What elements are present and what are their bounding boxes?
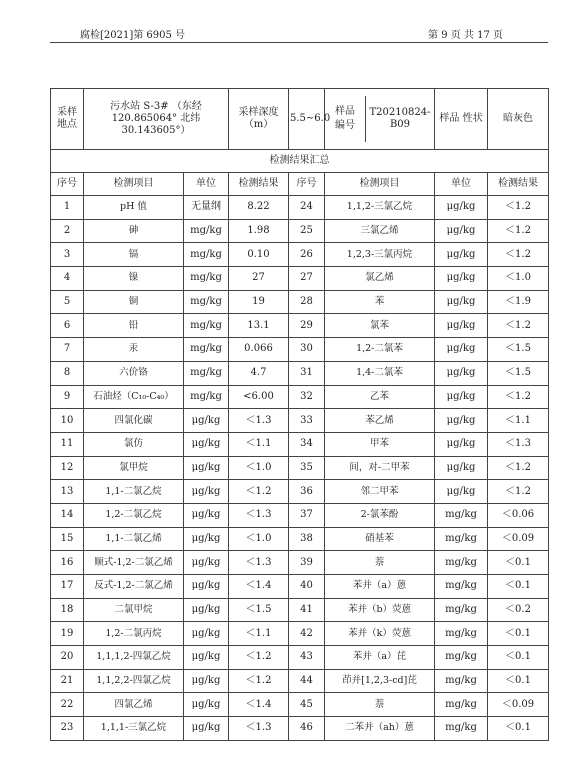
cell-no: 27 (289, 267, 325, 291)
cell-no: 7 (51, 338, 84, 362)
cell-unit: μg/kg (435, 432, 488, 456)
cell-result: ＜1.2 (488, 480, 549, 504)
cell-unit: μg/kg (184, 551, 229, 575)
col-result-2: 检测结果 (488, 173, 549, 196)
cell-result: ＜1.0 (229, 456, 289, 480)
cell-item: 1,1,2-三氯乙烷 (325, 196, 435, 220)
table-row (51, 267, 549, 291)
cell-no: 32 (289, 385, 325, 409)
table-row (51, 598, 549, 622)
table-row (51, 338, 549, 362)
cell-result: ＜1.4 (229, 693, 289, 717)
cell-unit: μg/kg (435, 480, 488, 504)
col-no: 序号 (51, 173, 84, 196)
table-row (51, 314, 549, 338)
cell-unit: mg/kg (184, 267, 229, 291)
cell-no: 46 (289, 717, 325, 741)
cell-no: 45 (289, 693, 325, 717)
cell-unit: μg/kg (435, 361, 488, 385)
cell-no: 3 (51, 243, 84, 267)
table-row (51, 456, 549, 480)
cell-no: 40 (289, 575, 325, 599)
page-indicator: 第 9 页 共 17 页 (428, 30, 503, 41)
cell-unit: μg/kg (435, 267, 488, 291)
cell-result: ＜1.2 (488, 314, 549, 338)
cell-item: 反式-1,2-二氯乙烯 (84, 575, 184, 599)
cell-no: 37 (289, 503, 325, 527)
cell-item: 铅 (84, 314, 184, 338)
cell-no: 34 (289, 432, 325, 456)
cell-item: 硝基苯 (325, 527, 435, 551)
table-row (51, 693, 549, 717)
cell-no: 44 (289, 669, 325, 693)
location-value: 污水站 S-3# （东经 120.865064° 北纬 30.143605°） (84, 89, 229, 150)
column-header-row (51, 173, 549, 196)
cell-item: 氯甲烷 (84, 456, 184, 480)
cell-result: ＜0.1 (488, 646, 549, 670)
cell-item: 萘 (325, 551, 435, 575)
cell-item: 乙苯 (325, 385, 435, 409)
cell-unit: μg/kg (435, 456, 488, 480)
cell-item: 邻二甲苯 (325, 480, 435, 504)
cell-result: <6.00 (229, 385, 289, 409)
cell-result: ＜1.0 (229, 527, 289, 551)
cell-result: ＜1.2 (488, 219, 549, 243)
cell-item: 三氯乙烯 (325, 219, 435, 243)
cell-no: 43 (289, 646, 325, 670)
cell-result: ＜1.4 (229, 575, 289, 599)
cell-unit: μg/kg (184, 693, 229, 717)
table-row (51, 622, 549, 646)
table-row (51, 575, 549, 599)
cell-unit: μg/kg (184, 503, 229, 527)
cell-result: ＜1.0 (488, 267, 549, 291)
cell-no: 5 (51, 290, 84, 314)
cell-no: 28 (289, 290, 325, 314)
cell-result: ＜0.1 (488, 575, 549, 599)
results-table (50, 88, 549, 741)
cell-unit: μg/kg (184, 717, 229, 741)
cell-no: 39 (289, 551, 325, 575)
cell-unit: mg/kg (184, 385, 229, 409)
cell-result: 1.98 (229, 219, 289, 243)
cell-no: 36 (289, 480, 325, 504)
cell-item: 苯乙烯 (325, 409, 435, 433)
table-row (51, 480, 549, 504)
cell-no: 11 (51, 432, 84, 456)
cell-no: 21 (51, 669, 84, 693)
cell-item: 顺式-1,2-二氯乙烯 (84, 551, 184, 575)
table-row (51, 243, 549, 267)
cell-item: 萘 (325, 693, 435, 717)
cell-no: 23 (51, 717, 84, 741)
sample-info-row (51, 89, 549, 150)
cell-result: ＜1.5 (488, 361, 549, 385)
trait-label: 样品 性状 (435, 89, 488, 150)
cell-unit: mg/kg (435, 598, 488, 622)
cell-item: 二苯并（ah）蒽 (325, 717, 435, 741)
cell-item: 汞 (84, 338, 184, 362)
cell-unit: μg/kg (184, 456, 229, 480)
cell-result: ＜1.1 (488, 409, 549, 433)
cell-no: 13 (51, 480, 84, 504)
cell-item: 1,1-二氯乙烯 (84, 527, 184, 551)
cell-result: ＜0.09 (488, 527, 549, 551)
cell-item: 苯并（b）荧蒽 (325, 598, 435, 622)
table-row (51, 409, 549, 433)
cell-result: ＜0.2 (488, 598, 549, 622)
report-number: 腐检[2021]第 6905 号 (80, 30, 186, 41)
col-no-2: 序号 (289, 173, 325, 196)
cell-item: 六价铬 (84, 361, 184, 385)
cell-item: 苯并（a）蒽 (325, 575, 435, 599)
cell-result: 0.10 (229, 243, 289, 267)
cell-no: 17 (51, 575, 84, 599)
cell-item: 氯仿 (84, 432, 184, 456)
table-row (51, 527, 549, 551)
trait-value: 暗灰色 (488, 89, 549, 150)
cell-item: 1,4-二氯苯 (325, 361, 435, 385)
cell-unit: μg/kg (435, 385, 488, 409)
cell-item: 1,2-二氯苯 (325, 338, 435, 362)
cell-result: ＜1.1 (229, 622, 289, 646)
cell-no: 26 (289, 243, 325, 267)
cell-unit: μg/kg (184, 527, 229, 551)
cell-result: ＜1.2 (229, 646, 289, 670)
cell-result: ＜1.2 (229, 669, 289, 693)
cell-item: 1,1,1-三氯乙烷 (84, 717, 184, 741)
cell-unit: μg/kg (184, 598, 229, 622)
cell-unit: mg/kg (184, 290, 229, 314)
cell-unit: mg/kg (184, 338, 229, 362)
cell-no: 42 (289, 622, 325, 646)
cell-result: 4.7 (229, 361, 289, 385)
cell-unit: mg/kg (184, 243, 229, 267)
cell-result: ＜1.9 (488, 290, 549, 314)
cell-item: 1,1,2,2-四氯乙烷 (84, 669, 184, 693)
cell-result: ＜0.1 (488, 622, 549, 646)
cell-item: 石油烃（C₁₀-C₄₀） (84, 385, 184, 409)
cell-unit: μg/kg (184, 432, 229, 456)
cell-no: 6 (51, 314, 84, 338)
depth-label: 采样深度 （m） (229, 89, 289, 150)
cell-no: 1 (51, 196, 84, 220)
sample-id-label: 样品 编号 (325, 96, 366, 142)
summary-title: 检测结果汇总 (51, 150, 549, 173)
cell-no: 10 (51, 409, 84, 433)
cell-item: 二氯甲烷 (84, 598, 184, 622)
cell-item: 苯并（k）荧蒽 (325, 622, 435, 646)
cell-result: 13.1 (229, 314, 289, 338)
cell-item: 1,1-二氯乙烷 (84, 480, 184, 504)
cell-unit: μg/kg (435, 196, 488, 220)
cell-unit: μg/kg (435, 219, 488, 243)
cell-result: ＜1.5 (229, 598, 289, 622)
cell-unit: μg/kg (184, 575, 229, 599)
cell-unit: mg/kg (184, 219, 229, 243)
cell-no: 35 (289, 456, 325, 480)
cell-unit: μg/kg (184, 669, 229, 693)
cell-item: 茚并[1,2,3-cd]芘 (325, 669, 435, 693)
cell-no: 18 (51, 598, 84, 622)
table-row (51, 196, 549, 220)
cell-item: 间，对-二甲苯 (325, 456, 435, 480)
cell-no: 38 (289, 527, 325, 551)
cell-no: 22 (51, 693, 84, 717)
cell-item: 铜 (84, 290, 184, 314)
cell-item: 2-氯苯酚 (325, 503, 435, 527)
cell-item: 1,2-二氯乙烷 (84, 503, 184, 527)
table-row (51, 290, 549, 314)
cell-unit: mg/kg (435, 527, 488, 551)
cell-unit: μg/kg (184, 646, 229, 670)
header-divider (50, 42, 548, 43)
cell-item: 1,2-二氯丙烷 (84, 622, 184, 646)
cell-unit: μg/kg (435, 409, 488, 433)
cell-no: 19 (51, 622, 84, 646)
cell-unit: mg/kg (435, 693, 488, 717)
cell-no: 41 (289, 598, 325, 622)
cell-unit: 无量纲 (184, 196, 229, 220)
depth-value: 5.5~6.0 (289, 89, 325, 150)
cell-result: ＜1.1 (229, 432, 289, 456)
cell-item: 甲苯 (325, 432, 435, 456)
table-row (51, 551, 549, 575)
table-row (51, 219, 549, 243)
cell-item: 苯并（a）芘 (325, 646, 435, 670)
cell-item: 苯 (325, 290, 435, 314)
cell-unit: μg/kg (184, 409, 229, 433)
cell-result: ＜1.2 (488, 243, 549, 267)
col-unit-2: 单位 (435, 173, 488, 196)
summary-title-row (51, 150, 549, 173)
cell-no: 33 (289, 409, 325, 433)
cell-no: 30 (289, 338, 325, 362)
cell-no: 12 (51, 456, 84, 480)
cell-no: 14 (51, 503, 84, 527)
cell-result: ＜0.06 (488, 503, 549, 527)
cell-unit: mg/kg (435, 669, 488, 693)
col-unit: 单位 (184, 173, 229, 196)
cell-unit: mg/kg (184, 314, 229, 338)
table-row (51, 717, 549, 741)
cell-item: 砷 (84, 219, 184, 243)
cell-no: 25 (289, 219, 325, 243)
table-row (51, 669, 549, 693)
cell-result: ＜1.3 (229, 717, 289, 741)
cell-result: ＜1.2 (488, 385, 549, 409)
cell-no: 31 (289, 361, 325, 385)
cell-unit: μg/kg (184, 622, 229, 646)
cell-unit: mg/kg (435, 551, 488, 575)
cell-no: 16 (51, 551, 84, 575)
sample-id-value: T20210824-B09 (369, 107, 431, 130)
cell-item: 氯苯 (325, 314, 435, 338)
cell-result: 19 (229, 290, 289, 314)
cell-unit: μg/kg (435, 314, 488, 338)
cell-no: 9 (51, 385, 84, 409)
cell-unit: mg/kg (435, 717, 488, 741)
cell-item: 四氯乙烯 (84, 693, 184, 717)
cell-unit: mg/kg (435, 503, 488, 527)
cell-no: 4 (51, 267, 84, 291)
col-item-2: 检测项目 (325, 173, 435, 196)
cell-item: 氯乙烯 (325, 267, 435, 291)
col-item: 检测项目 (84, 173, 184, 196)
cell-result: ＜1.2 (229, 480, 289, 504)
cell-result: ＜1.3 (488, 432, 549, 456)
cell-no: 15 (51, 527, 84, 551)
table-row (51, 361, 549, 385)
cell-result: ＜0.1 (488, 551, 549, 575)
cell-no: 24 (289, 196, 325, 220)
cell-unit: μg/kg (435, 243, 488, 267)
cell-result: ＜0.09 (488, 693, 549, 717)
col-result: 检测结果 (229, 173, 289, 196)
cell-no: 8 (51, 361, 84, 385)
cell-result: 0.066 (229, 338, 289, 362)
cell-item: pH 值 (84, 196, 184, 220)
table-row (51, 503, 549, 527)
table-row (51, 385, 549, 409)
cell-item: 1,1,1,2-四氯乙烷 (84, 646, 184, 670)
cell-unit: μg/kg (435, 290, 488, 314)
cell-unit: mg/kg (435, 622, 488, 646)
cell-result: ＜1.2 (488, 456, 549, 480)
cell-unit: μg/kg (435, 338, 488, 362)
cell-result: 8.22 (229, 196, 289, 220)
cell-item: 1,2,3-三氯丙烷 (325, 243, 435, 267)
sample-id-cell (325, 89, 435, 150)
cell-result: ＜1.5 (488, 338, 549, 362)
cell-item: 镍 (84, 267, 184, 291)
cell-unit: mg/kg (435, 646, 488, 670)
cell-result: ＜1.3 (229, 551, 289, 575)
cell-no: 2 (51, 219, 84, 243)
cell-no: 29 (289, 314, 325, 338)
cell-result: ＜1.2 (488, 196, 549, 220)
cell-result: ＜1.3 (229, 409, 289, 433)
cell-result: 27 (229, 267, 289, 291)
cell-no: 20 (51, 646, 84, 670)
cell-item: 四氯化碳 (84, 409, 184, 433)
cell-result: ＜1.3 (229, 503, 289, 527)
cell-unit: mg/kg (435, 575, 488, 599)
cell-unit: mg/kg (184, 361, 229, 385)
location-label: 采样 地点 (51, 89, 84, 150)
table-row (51, 432, 549, 456)
cell-item: 镉 (84, 243, 184, 267)
cell-unit: μg/kg (184, 480, 229, 504)
cell-result: ＜0.1 (488, 717, 549, 741)
table-row (51, 646, 549, 670)
cell-result: ＜0.1 (488, 669, 549, 693)
